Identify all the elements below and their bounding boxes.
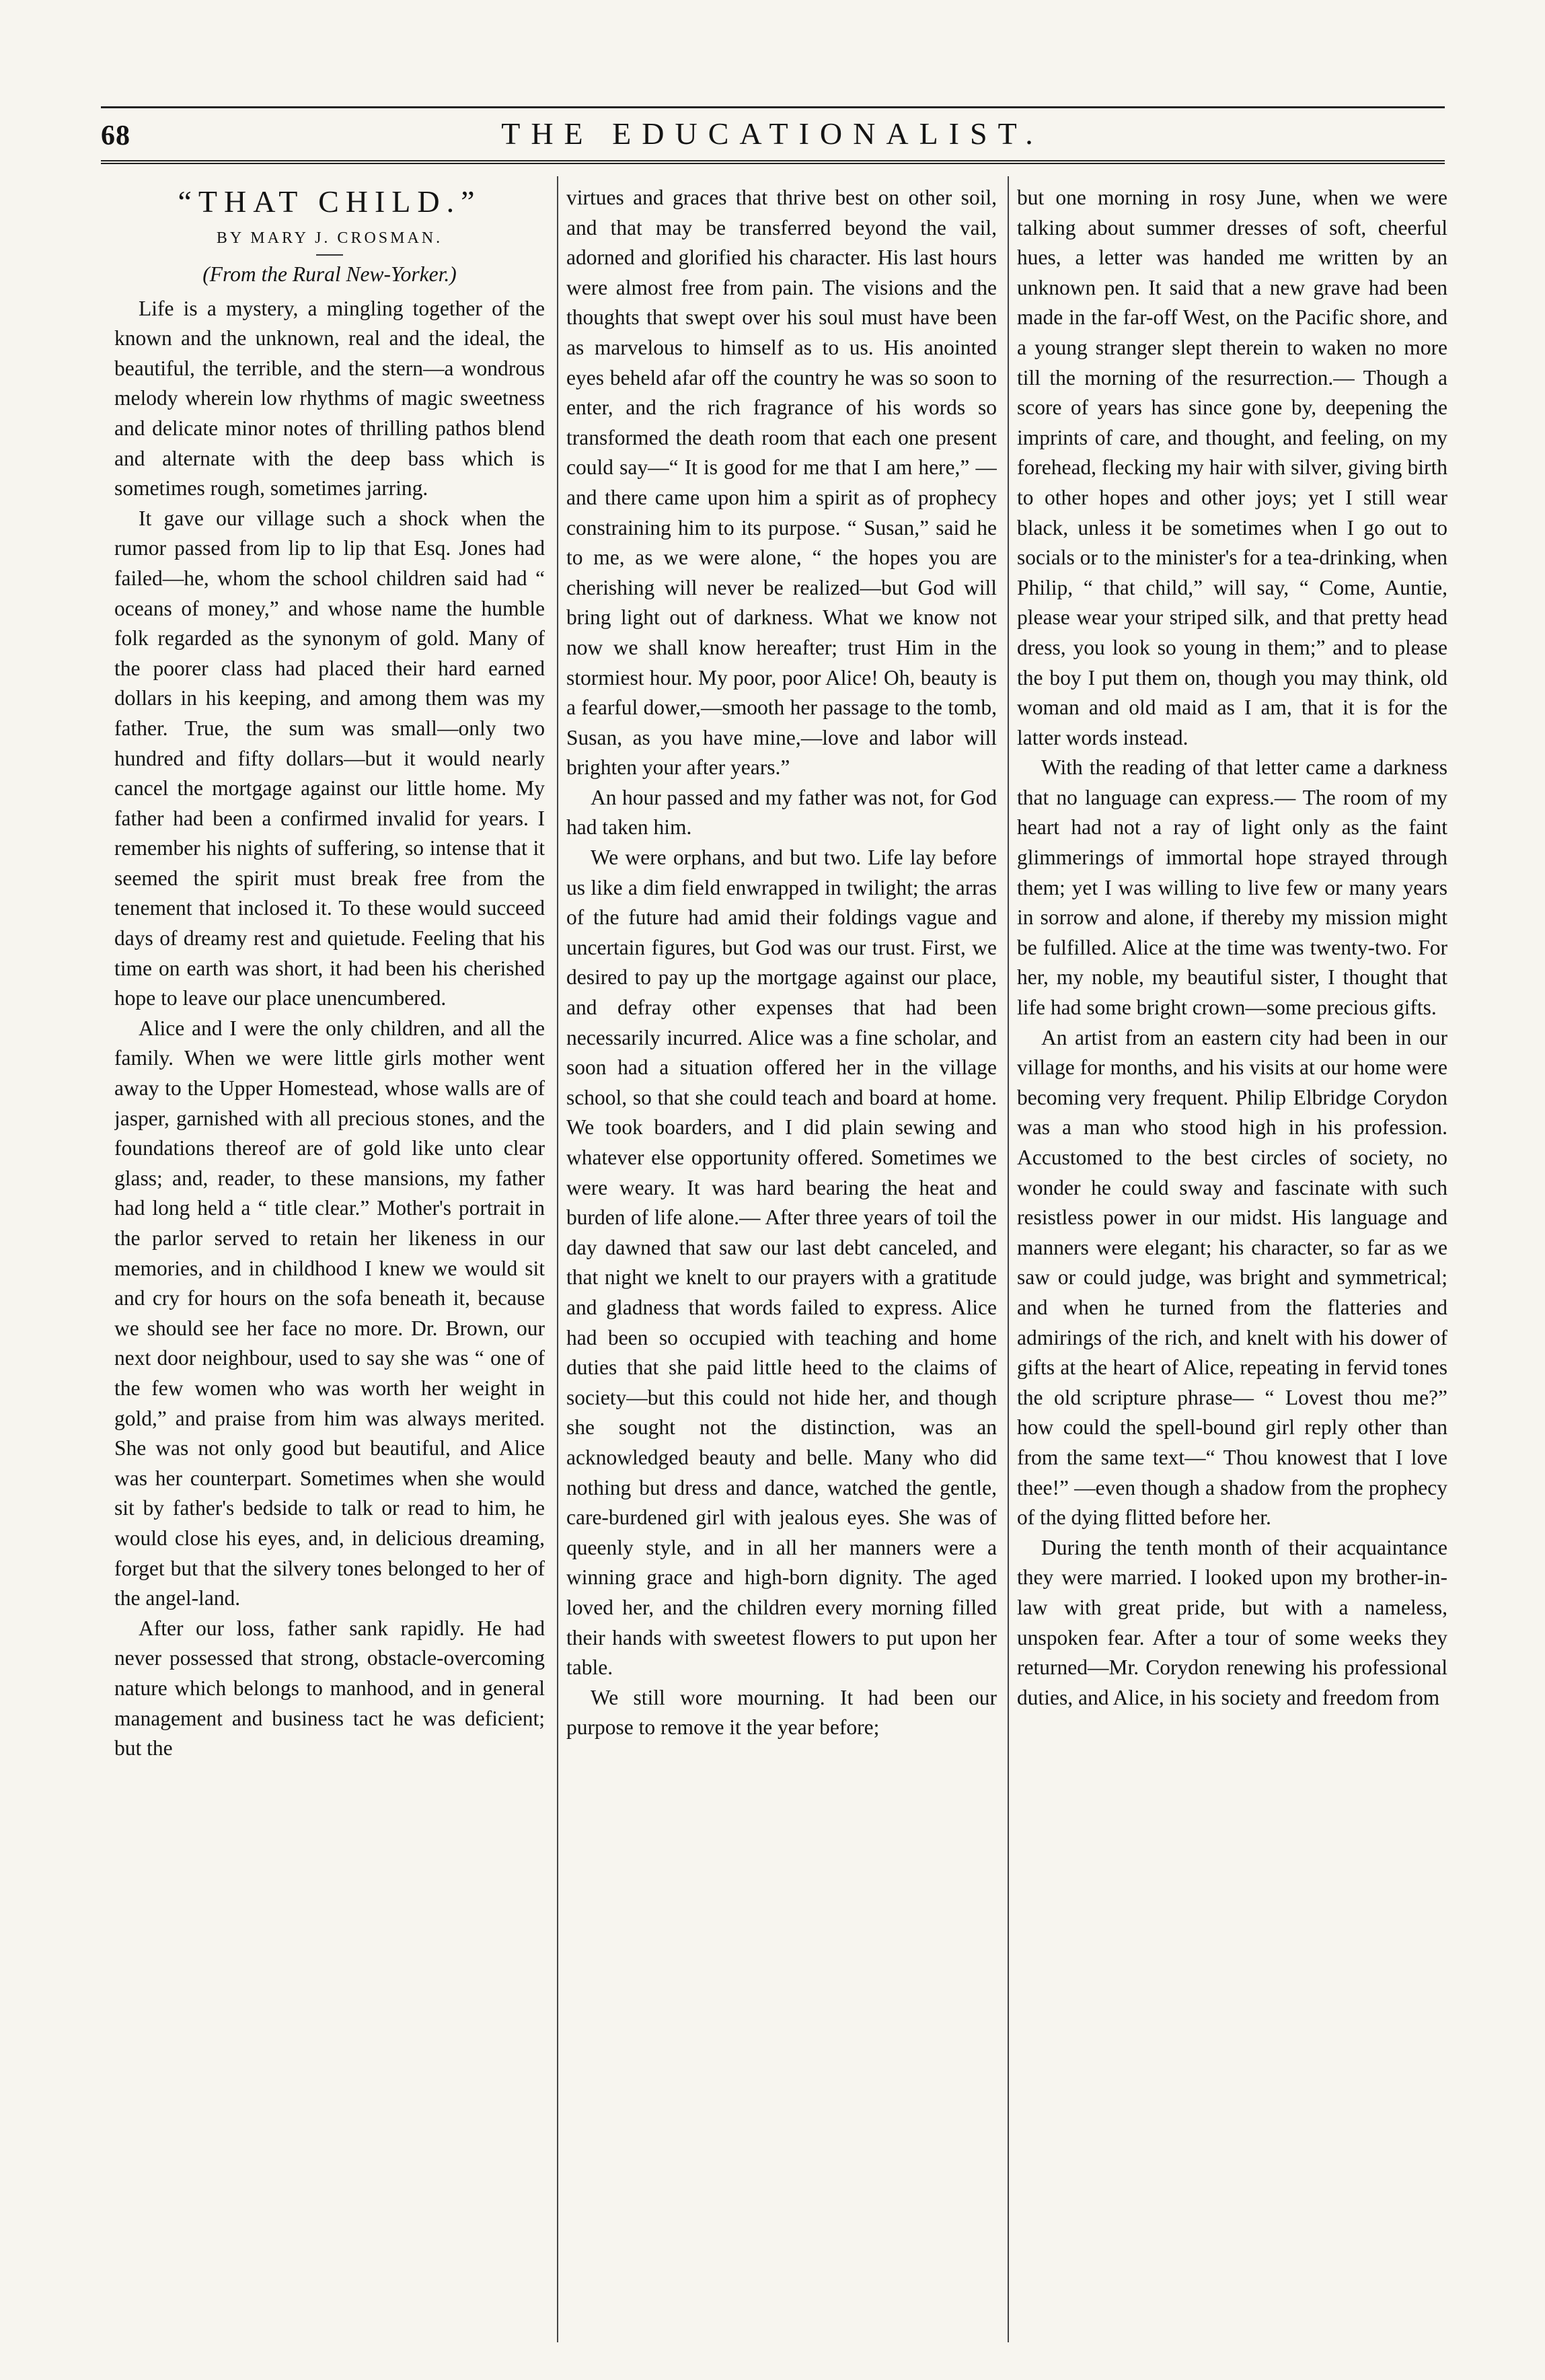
paragraph: It gave our village such a shock when the rumor passed from lip to lip that Esq. Jones had failed—he, whom the school children said had “ oceans of money,” and whose name the humble folk regarded as the synonym of gold. Many of the poorer class had placed their hard earned dollars in his keeping, and among them was my father. True, the sum was small—only two hundred and fifty dollars—but it would nearly cancel the mortgage against our little home. My father had been a confirmed invalid for years. I remember his nights of suffering, so intense that it seemed the spirit must break free from the tenement that inclosed it. To these would succeed days of dreamy rest and quietude. Feeling that his time on earth was short, it had been his cherished hope to leave our place unencumbered. (114, 506, 545, 1010)
header-rule (101, 160, 1445, 164)
paragraph: An artist from an eastern city had been in our village for months, and his visits at our home were becoming very frequent. Philip Elbridge Corydon was a man who stood high in his profession. Accustomed to the best circles of society, no wonder he could sway and fascinate with such resistless power in our midst. His language and manners were elegant; his character, so far as we saw or could judge, was bright and symmetrical; and when he turned from the flatteries and admirings of the rich, and knelt with his dower of gifts at the heart of Alice, repeating in fervid tones the old scripture phrase— “ Lovest thou me?” how could the spell-bound girl reply other than from the same text—“ Thou knowest that I love thee!” —even though a shadow from the prophecy of the dying flitted before her. (1017, 1025, 1447, 1530)
paragraph: After our loss, father sank rapidly. He had never possessed that strong, obstacle-overcoming nature which belongs to manhood, and in general management and business tact he was deficient; but the (114, 1616, 545, 1760)
paragraph: We still wore mourning. It had been our purpose to remove it the year before; (566, 1685, 997, 1740)
article-source: (From the Rural New-Yorker.) (202, 262, 457, 286)
article-title: “THAT CHILD.” (178, 184, 482, 219)
column-divider (1008, 176, 1009, 2342)
running-title: THE EDUCATIONALIST. (501, 116, 1044, 151)
paragraph: An hour passed and my father was not, for God had taken him. (566, 785, 997, 840)
column-divider (557, 176, 558, 2342)
article-byline: BY MARY J. CROSMAN. (216, 229, 443, 247)
separator (316, 254, 343, 256)
column-3 (1017, 183, 1447, 2349)
paragraph: We were orphans, and but two. Life lay before us like a dim field enwrapped in twilight; the arras of the future had amid their foldings vague and uncertain figures, but God was our trust. First, we desired to pay up the mortgage against our place, and defray other expenses that had been necessarily incurred. Alice was a fine scholar, and soon had a situation offered her in the village school, so that she could teach and board at home. We took boarders, and I did plain sewing and whatever else opportunity offered. Sometimes we were weary. It was hard bearing the heat and burden of life alone.— After three years of toil the day dawned that saw our last debt canceled, and that night we knelt to our prayers with a gratitude and gladness that words failed to express. Alice had been so occupied with teaching and home duties that she paid little heed to the claims of society—but this could not hide her, and though she sought not the distinction, was an acknowledged beauty and belle. Many who did nothing but dress and dance, watched the gentle, care-burdened girl with jealous eyes. She was of queenly style, and in all her manners were a winning grace and high-born dignity. The aged loved her, and the children every morning filled their hands with sweetest flowers to put upon her table. (566, 846, 997, 1680)
column-1 (114, 183, 545, 2349)
top-rule (101, 106, 1445, 108)
paragraph: With the reading of that letter came a darkness that no language can express.— The room of my heart had not a ray of light only as the faint glimmerings of immortal hope strayed through them; yet I was willing to live few or many years in sorrow and alone, if thereby my mission might be fulfilled. Alice at the time was twenty-two. For her, my noble, my beautiful sister, I thought that life had some bright crown—some precious gifts. (1017, 755, 1447, 1020)
column-2 (566, 183, 997, 2349)
paragraph: virtues and graces that thrive best on other soil, and that may be transferred beyond the vail, adorned and glorified his character. His last hours were almost free from pain. The visions and the thoughts that swept over his soul must have been as marvelous to himself as to us. His anointed eyes beheld afar off the country he was so soon to enter, and the rich fragrance of his words so transformed the death room that each one present could say—“ It is good for me that I am here,” —and there came upon him a spirit as of prophecy constraining him to its purpose. “ Susan,” said he to me, as we were alone, “ the hopes you are cherishing will never be realized—but God will bring light out of darkness. What we know not now we shall know hereafter; trust Him in the stormiest hour. My poor, poor Alice! Oh, beauty is a fearful dower,—smooth her passage to the tomb, Susan, as you have mine,—love and labor will brighten your after years.” (566, 186, 997, 780)
paragraph: During the tenth month of their acquaintance they were married. I looked upon my brother-in-law with great pride, but with a nameless, unspoken fear. After a tour of some weeks they returned—Mr. Corydon renewing his professional duties, and Alice, in his society and freedom from (1017, 1535, 1447, 1709)
paragraph: but one morning in rosy June, when we were talking about summer dresses of soft, cheerful hues, a letter was handed me written by an unknown pen. It said that a new grave had been made in the far-off West, on the Pacific shore, and a young stranger slept therein to waken no more till the morning of the resurrection.— Though a score of years has since gone by, deepening the imprints of care, and thought, and feeling, on my forehead, flecking my hair with silver, giving birth to other hopes and other joys; yet I still wear black, unless it be sometimes when I go out to socials or to the minister's for a tea-drinking, when Philip, “ that child,” will say, “ Come, Auntie, please wear your striped silk, and that pretty head dress, you look so young in them;” and to please the boy I put them on, though you may think, old woman and old maid as I am, that it is for the latter words instead. (1017, 186, 1447, 749)
paragraph: Alice and I were the only children, and all the family. When we were little girls mother went away to the Upper Homestead, whose walls are of jasper, garnished with all precious stones, and the foundations thereof are of gold like unto clear glass; and, reader, to these mansions, my father had long held a “ title clear.” Mother's portrait in the parlor served to retain her likeness in our memories, and in childhood I knew we would sit and cry for hours on the sofa beneath it, because we should see her face no more. Dr. Brown, our next door neighbour, used to say she was “ one of the few women who was worth her weight in gold,” and praise from him was always merited. She was not only good but beautiful, and Alice was her counterpart. Sometimes when she would sit by father's bedside to talk or read to him, he would close his eyes, and, in delicious dreaming, forget but that the silvery tones belonged to her of the angel-land. (114, 1016, 545, 1610)
paragraph: Life is a mystery, a mingling together of the known and the unknown, real and the ideal, the beautiful, the terrible, and the stern—a wondrous melody wherein low rhythms of magic sweetness and delicate minor notes of thrilling pathos blend and alternate with the deep bass which is sometimes rough, sometimes jarring. (114, 296, 545, 500)
page-number: 68 (101, 120, 130, 151)
